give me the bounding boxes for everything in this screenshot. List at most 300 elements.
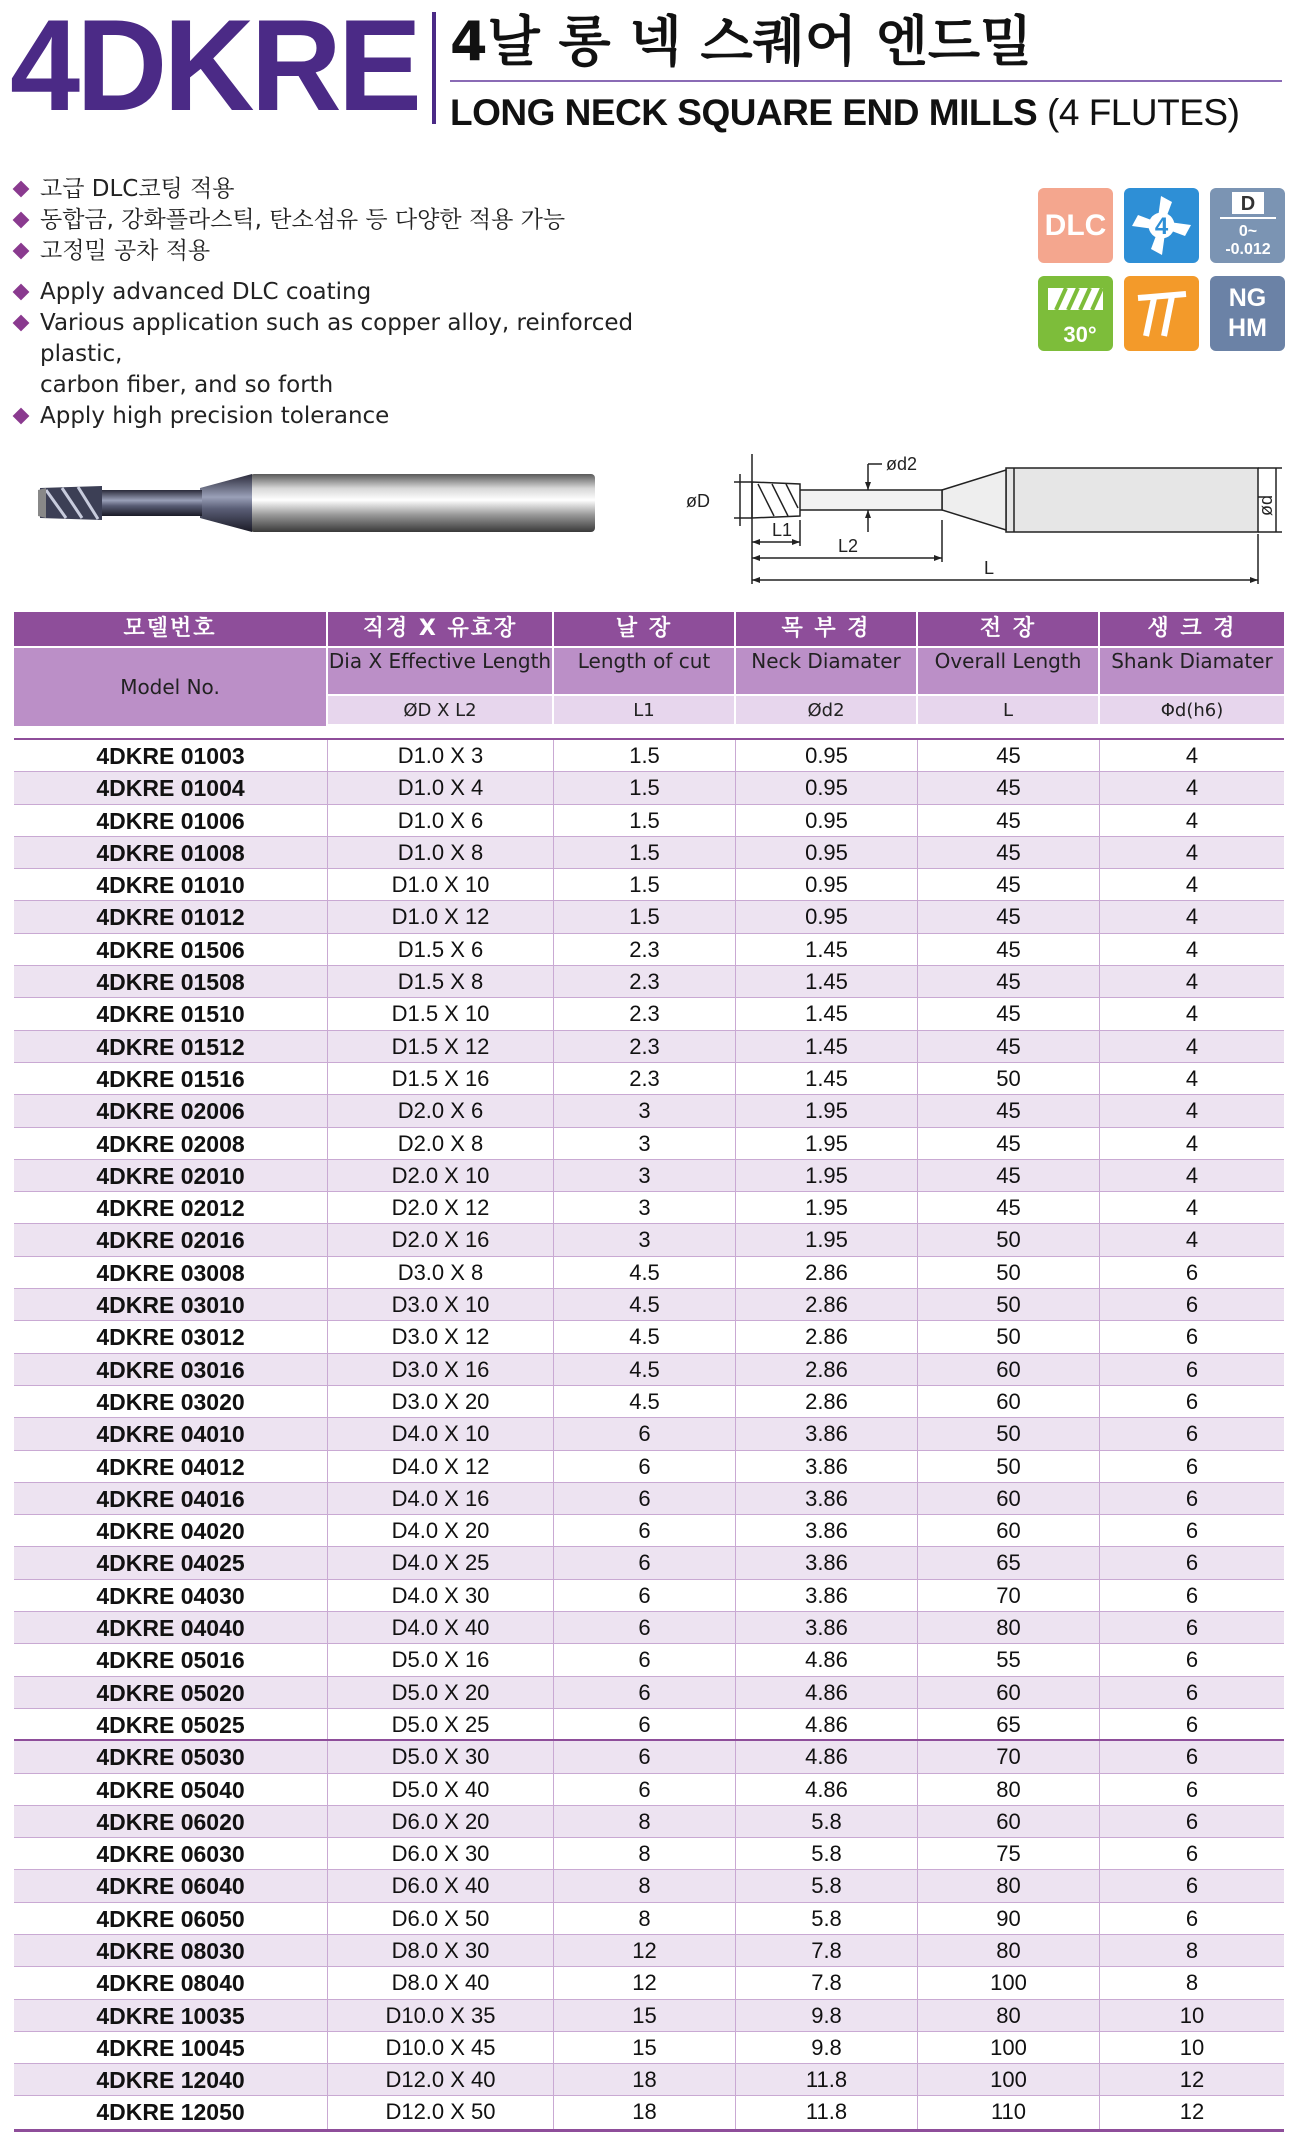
table-row (14, 1547, 1284, 1579)
cell-overall-length: 55 (918, 1644, 1100, 1675)
cell-dia-x-length: D10.0 X 45 (328, 2032, 554, 2063)
dimension-schematic (678, 424, 1286, 594)
cell-dia-x-length: D4.0 X 12 (328, 1451, 554, 1482)
cell-dia-x-length: D8.0 X 40 (328, 1967, 554, 1998)
cell-model-number: 4DKRE 06030 (14, 1838, 328, 1869)
cell-dia-x-length: D1.5 X 8 (328, 966, 554, 997)
table-row (14, 1709, 1284, 1741)
table-row (14, 1451, 1284, 1483)
cell-length-of-cut: 2.3 (554, 1031, 736, 1062)
cell-overall-length: 45 (918, 837, 1100, 868)
cell-overall-length: 50 (918, 1451, 1100, 1482)
twin-flute-icon (1124, 276, 1199, 351)
cell-neck-diameter: 3.86 (736, 1515, 918, 1546)
header-divider (432, 12, 436, 124)
feature-item: Various application such as copper alloy, reinforced plastic, (14, 308, 674, 370)
cell-shank-diameter: 6 (1185, 1841, 1199, 1867)
table-row (14, 1677, 1284, 1709)
table-row (14, 1515, 1284, 1547)
cell-dia-x-length: D5.0 X 20 (328, 1677, 554, 1708)
table-row (14, 2032, 1284, 2064)
length-of-cut-label: L1 (772, 520, 793, 540)
cell-dia-x-length: D5.0 X 30 (328, 1741, 554, 1772)
table-row (14, 1095, 1284, 1127)
cell-model-number: 4DKRE 01506 (14, 934, 328, 965)
cell-length-of-cut: 3 (554, 1128, 736, 1159)
cell-shank-diameter: 4 (1185, 936, 1199, 962)
table-row (14, 1935, 1284, 1967)
cell-dia-x-length: D1.5 X 6 (328, 934, 554, 965)
cell-shank-diameter: 6 (1185, 1711, 1199, 1737)
cell-length-of-cut: 8 (554, 1870, 736, 1901)
cell-shank-diameter: 6 (1185, 1324, 1199, 1350)
cell-model-number: 4DKRE 03010 (14, 1289, 328, 1320)
cell-length-of-cut: 8 (554, 1838, 736, 1869)
cell-shank-diameter: 12 (1179, 2099, 1205, 2125)
table-row (14, 2064, 1284, 2096)
table-row (14, 1612, 1284, 1644)
property-icons (1038, 188, 1288, 353)
cell-length-of-cut: 12 (554, 1967, 736, 1998)
table-row (14, 1031, 1284, 1063)
cell-dia-x-length: D4.0 X 30 (328, 1580, 554, 1611)
cell-neck-diameter: 4.86 (736, 1709, 918, 1739)
cell-model-number: 4DKRE 02006 (14, 1095, 328, 1126)
shank-diameter-label: ød (1256, 494, 1276, 516)
cell-length-of-cut: 1.5 (554, 837, 736, 868)
table-row (14, 2096, 1284, 2128)
cell-dia-x-length: D6.0 X 40 (328, 1870, 554, 1901)
table-row (14, 1418, 1284, 1450)
cell-neck-diameter: 2.86 (736, 1257, 918, 1288)
cell-dia-x-length: D1.0 X 12 (328, 901, 554, 932)
cell-shank-diameter: 10 (1179, 2002, 1205, 2028)
tolerance-lower: -0.012 (1225, 241, 1271, 258)
cell-model-number: 4DKRE 01510 (14, 998, 328, 1029)
cell-neck-diameter: 7.8 (736, 1967, 918, 1998)
cell-overall-length: 80 (918, 1612, 1100, 1643)
header-oal-en: Overall Length (918, 646, 1100, 694)
table-row (14, 805, 1284, 837)
cell-dia-x-length: D1.0 X 8 (328, 837, 554, 868)
cell-neck-diameter: 1.95 (736, 1192, 918, 1223)
table-header-korean (14, 612, 1284, 646)
cell-model-number: 4DKRE 02008 (14, 1128, 328, 1159)
cell-dia-x-length: D4.0 X 16 (328, 1483, 554, 1514)
table-row (14, 1483, 1284, 1515)
cell-neck-diameter: 11.8 (736, 2096, 918, 2128)
cell-model-number: 4DKRE 01003 (14, 740, 328, 771)
cell-model-number: 4DKRE 01516 (14, 1063, 328, 1094)
cell-neck-diameter: 5.8 (736, 1806, 918, 1837)
header-shank-en: Shank Diamater (1100, 646, 1284, 694)
feature-list (14, 174, 674, 432)
bullet-diamond-icon (13, 284, 30, 301)
cell-length-of-cut: 1.5 (554, 869, 736, 900)
cell-overall-length: 45 (918, 869, 1100, 900)
cell-length-of-cut: 3 (554, 1095, 736, 1126)
cell-neck-diameter: 1.95 (736, 1128, 918, 1159)
cell-shank-diameter: 4 (1185, 807, 1199, 833)
cell-dia-x-length: D2.0 X 6 (328, 1095, 554, 1126)
table-row (14, 2000, 1284, 2032)
header-oal-sym: L (918, 694, 1100, 724)
cell-length-of-cut: 6 (554, 1580, 736, 1611)
cell-model-number: 4DKRE 12050 (14, 2096, 328, 2128)
cell-overall-length: 80 (918, 2000, 1100, 2031)
table-row (14, 869, 1284, 901)
cell-shank-diameter: 6 (1185, 1582, 1199, 1608)
cell-model-number: 4DKRE 12040 (14, 2064, 328, 2095)
cell-length-of-cut: 6 (554, 1644, 736, 1675)
cell-length-of-cut: 12 (554, 1935, 736, 1966)
cell-overall-length: 45 (918, 805, 1100, 836)
cell-dia-x-length: D3.0 X 20 (328, 1386, 554, 1417)
cell-length-of-cut: 6 (554, 1547, 736, 1578)
cell-shank-diameter: 4 (1185, 1227, 1199, 1253)
cell-model-number: 4DKRE 02012 (14, 1192, 328, 1223)
cell-dia-x-length: D4.0 X 25 (328, 1547, 554, 1578)
cell-model-number: 4DKRE 10045 (14, 2032, 328, 2063)
cell-overall-length: 50 (918, 1418, 1100, 1449)
cell-neck-diameter: 9.8 (736, 2000, 918, 2031)
table-row (14, 1160, 1284, 1192)
dlc-coating-icon: DLC (1038, 188, 1113, 263)
cell-shank-diameter: 4 (1185, 1098, 1199, 1124)
table-header-english (328, 646, 1284, 694)
cell-neck-diameter: 4.86 (736, 1774, 918, 1805)
cell-neck-diameter: 1.95 (736, 1160, 918, 1191)
header-shank-sym: Φd(h6) (1100, 694, 1284, 724)
table-row (14, 1967, 1284, 1999)
cell-overall-length: 60 (918, 1806, 1100, 1837)
table-row (14, 1321, 1284, 1353)
cell-dia-x-length: D6.0 X 20 (328, 1806, 554, 1837)
cell-neck-diameter: 1.45 (736, 1031, 918, 1062)
cell-model-number: 4DKRE 01010 (14, 869, 328, 900)
cell-shank-diameter: 4 (1185, 1130, 1199, 1156)
cell-shank-diameter: 8 (1185, 1970, 1199, 1996)
cell-overall-length: 45 (918, 1095, 1100, 1126)
cell-neck-diameter: 1.95 (736, 1095, 918, 1126)
page-title-english (450, 92, 1239, 134)
cell-overall-length: 50 (918, 1321, 1100, 1352)
cell-neck-diameter: 0.95 (736, 869, 918, 900)
flute-count: 4 (1154, 213, 1169, 240)
cell-shank-diameter: 6 (1185, 1808, 1199, 1834)
bullet-diamond-icon (13, 212, 30, 229)
cell-length-of-cut: 4.5 (554, 1354, 736, 1385)
cell-model-number: 4DKRE 04016 (14, 1483, 328, 1514)
cutting-diameter-label: øD (686, 491, 710, 511)
title-underline (450, 80, 1282, 82)
cell-model-number: 4DKRE 05020 (14, 1677, 328, 1708)
table-row (14, 1644, 1284, 1676)
cell-overall-length: 100 (918, 1967, 1100, 1998)
cell-shank-diameter: 4 (1185, 839, 1199, 865)
page-title-korean: 4날 롱 넥 스퀘어 엔드밀 (450, 10, 1033, 73)
cell-dia-x-length: D2.0 X 8 (328, 1128, 554, 1159)
header-loc-en: Length of cut (554, 646, 736, 694)
cell-neck-diameter: 3.86 (736, 1580, 918, 1611)
cell-neck-diameter: 5.8 (736, 1870, 918, 1901)
cell-model-number: 4DKRE 05030 (14, 1741, 328, 1772)
cell-length-of-cut: 8 (554, 1806, 736, 1837)
cell-dia-x-length: D2.0 X 12 (328, 1192, 554, 1223)
table-body (14, 738, 1284, 2132)
cell-shank-diameter: 4 (1185, 1065, 1199, 1091)
cell-overall-length: 45 (918, 966, 1100, 997)
cell-dia-x-length: D1.0 X 4 (328, 772, 554, 803)
cell-overall-length: 100 (918, 2064, 1100, 2095)
cell-model-number: 4DKRE 03008 (14, 1257, 328, 1288)
cell-shank-diameter: 6 (1185, 1292, 1199, 1318)
cell-dia-x-length: D1.0 X 3 (328, 740, 554, 771)
bullet-diamond-icon (13, 315, 30, 332)
tolerance-icon (1210, 188, 1285, 263)
table-row (14, 1838, 1284, 1870)
table-row (14, 1580, 1284, 1612)
cell-dia-x-length: D4.0 X 10 (328, 1418, 554, 1449)
cell-overall-length: 45 (918, 772, 1100, 803)
cell-length-of-cut: 2.3 (554, 998, 736, 1029)
overall-length-label: L (984, 558, 995, 578)
table-header-symbols (328, 694, 1284, 724)
cell-shank-diameter: 4 (1185, 775, 1199, 801)
cell-dia-x-length: D6.0 X 50 (328, 1903, 554, 1934)
cell-overall-length: 45 (918, 1031, 1100, 1062)
cell-dia-x-length: D3.0 X 16 (328, 1354, 554, 1385)
cell-shank-diameter: 8 (1185, 1937, 1199, 1963)
feature-item-continuation: carbon fiber, and so forth (40, 372, 334, 398)
cell-shank-diameter: 6 (1185, 1550, 1199, 1576)
header-neck-en: Neck Diamater (736, 646, 918, 694)
cell-shank-diameter: 4 (1185, 743, 1199, 768)
cell-shank-diameter: 4 (1185, 904, 1199, 930)
table-row (14, 1192, 1284, 1224)
tolerance-d-label: D (1240, 193, 1256, 215)
table-row (14, 1257, 1284, 1289)
cell-model-number: 4DKRE 01006 (14, 805, 328, 836)
cell-length-of-cut: 6 (554, 1677, 736, 1708)
cell-overall-length: 80 (918, 1774, 1100, 1805)
cell-neck-diameter: 2.86 (736, 1354, 918, 1385)
cell-model-number: 4DKRE 03016 (14, 1354, 328, 1385)
bullet-diamond-icon (13, 243, 30, 260)
header-dia-en: Dia X Effective Length (328, 646, 554, 694)
four-flute-icon (1124, 188, 1199, 263)
cell-length-of-cut: 1.5 (554, 805, 736, 836)
cell-shank-diameter: 4 (1185, 969, 1199, 995)
ng-hm-icon: NG HM (1210, 276, 1285, 351)
cell-overall-length: 70 (918, 1580, 1100, 1611)
cell-model-number: 4DKRE 02016 (14, 1224, 328, 1255)
cell-neck-diameter: 4.86 (736, 1741, 918, 1772)
cell-overall-length: 100 (918, 2032, 1100, 2063)
cell-model-number: 4DKRE 08040 (14, 1967, 328, 1998)
cell-model-number: 4DKRE 10035 (14, 2000, 328, 2031)
table-row (14, 1128, 1284, 1160)
cell-overall-length: 60 (918, 1386, 1100, 1417)
table-row (14, 1774, 1284, 1806)
cell-model-number: 4DKRE 03012 (14, 1321, 328, 1352)
cell-neck-diameter: 9.8 (736, 2032, 918, 2063)
table-row (14, 1741, 1284, 1773)
cell-length-of-cut: 3 (554, 1160, 736, 1191)
cell-shank-diameter: 6 (1185, 1873, 1199, 1899)
table-row (14, 772, 1284, 804)
cell-neck-diameter: 1.95 (736, 1224, 918, 1255)
cell-dia-x-length: D5.0 X 16 (328, 1644, 554, 1675)
cell-overall-length: 65 (918, 1709, 1100, 1739)
cell-overall-length: 80 (918, 1870, 1100, 1901)
cell-neck-diameter: 0.95 (736, 901, 918, 932)
cell-neck-diameter: 2.86 (736, 1386, 918, 1417)
title-english-main: LONG NECK SQUARE END MILLS (450, 92, 1038, 133)
table-row (14, 837, 1284, 869)
feature-item: 동합금, 강화플라스틱, 탄소섬유 등 다양한 적용 가능 (14, 205, 674, 236)
cell-neck-diameter: 0.95 (736, 805, 918, 836)
cell-shank-diameter: 6 (1185, 1485, 1199, 1511)
cell-overall-length: 50 (918, 1257, 1100, 1288)
cell-overall-length: 110 (918, 2096, 1100, 2128)
cell-overall-length: 60 (918, 1515, 1100, 1546)
cell-overall-length: 90 (918, 1903, 1100, 1934)
cell-dia-x-length: D12.0 X 40 (328, 2064, 554, 2095)
cell-dia-x-length: D1.0 X 10 (328, 869, 554, 900)
cell-overall-length: 60 (918, 1354, 1100, 1385)
header-loc-sym: L1 (554, 694, 736, 724)
cell-dia-x-length: D8.0 X 30 (328, 1935, 554, 1966)
header-neck-kr: 목 부 경 (736, 612, 918, 646)
cell-overall-length: 45 (918, 998, 1100, 1029)
cell-shank-diameter: 6 (1185, 1905, 1199, 1931)
product-photo (20, 448, 600, 558)
cell-neck-diameter: 3.86 (736, 1418, 918, 1449)
cell-overall-length: 45 (918, 740, 1100, 771)
cell-model-number: 4DKRE 01008 (14, 837, 328, 868)
cell-shank-diameter: 6 (1185, 1744, 1199, 1770)
neck-diameter-label: ød2 (886, 454, 918, 474)
header-shank-kr: 생 크 경 (1100, 612, 1284, 646)
cell-shank-diameter: 6 (1185, 1388, 1199, 1414)
cell-model-number: 4DKRE 01004 (14, 772, 328, 803)
header-dia-kr: 직경 X 유효장 (328, 612, 554, 646)
cell-shank-diameter: 6 (1185, 1679, 1199, 1705)
cell-overall-length: 50 (918, 1289, 1100, 1320)
table-row (14, 1386, 1284, 1418)
cell-model-number: 4DKRE 04020 (14, 1515, 328, 1546)
cell-overall-length: 65 (918, 1547, 1100, 1578)
cell-model-number: 4DKRE 06040 (14, 1870, 328, 1901)
cell-shank-diameter: 6 (1185, 1518, 1199, 1544)
cell-overall-length: 45 (918, 901, 1100, 932)
helix-angle-icon (1038, 276, 1113, 351)
bullet-diamond-icon (13, 408, 30, 425)
spec-table (14, 612, 1284, 2132)
cell-neck-diameter: 7.8 (736, 1935, 918, 1966)
table-row (14, 1903, 1284, 1935)
cell-overall-length: 50 (918, 1063, 1100, 1094)
header-neck-sym: Ød2 (736, 694, 918, 724)
table-row (14, 966, 1284, 998)
cell-model-number: 4DKRE 04012 (14, 1451, 328, 1482)
cell-shank-diameter: 10 (1179, 2034, 1205, 2060)
header-dia-sym: ØD X L2 (328, 694, 554, 724)
feature-item: 고정밀 공차 적용 (14, 236, 674, 267)
cell-dia-x-length: D12.0 X 50 (328, 2096, 554, 2128)
cell-length-of-cut: 4.5 (554, 1321, 736, 1352)
cell-length-of-cut: 6 (554, 1709, 736, 1739)
cell-neck-diameter: 3.86 (736, 1483, 918, 1514)
cell-neck-diameter: 4.86 (736, 1677, 918, 1708)
cell-length-of-cut: 4.5 (554, 1289, 736, 1320)
feature-item: 고급 DLC코팅 적용 (14, 174, 674, 205)
cell-neck-diameter: 11.8 (736, 2064, 918, 2095)
cell-dia-x-length: D1.0 X 6 (328, 805, 554, 836)
cell-length-of-cut: 4.5 (554, 1386, 736, 1417)
cell-neck-diameter: 0.95 (736, 837, 918, 868)
table-row (14, 934, 1284, 966)
cell-model-number: 4DKRE 06050 (14, 1903, 328, 1934)
cell-length-of-cut: 6 (554, 1774, 736, 1805)
cell-overall-length: 75 (918, 1838, 1100, 1869)
cell-neck-diameter: 2.86 (736, 1321, 918, 1352)
cell-length-of-cut: 1.5 (554, 740, 736, 771)
cell-overall-length: 45 (918, 1192, 1100, 1223)
bullet-diamond-icon (13, 181, 30, 198)
table-row (14, 1289, 1284, 1321)
table-row (14, 1870, 1284, 1902)
cell-model-number: 4DKRE 05040 (14, 1774, 328, 1805)
cell-overall-length: 70 (918, 1741, 1100, 1772)
cell-dia-x-length: D3.0 X 8 (328, 1257, 554, 1288)
cell-shank-diameter: 6 (1185, 1356, 1199, 1382)
cell-neck-diameter: 5.8 (736, 1903, 918, 1934)
cell-neck-diameter: 3.86 (736, 1451, 918, 1482)
cell-shank-diameter: 6 (1185, 1647, 1199, 1673)
feature-item: Apply high precision tolerance (14, 401, 674, 432)
cell-model-number: 4DKRE 02010 (14, 1160, 328, 1191)
cell-model-number: 4DKRE 06020 (14, 1806, 328, 1837)
effective-length-label: L2 (838, 536, 859, 556)
cell-overall-length: 80 (918, 1935, 1100, 1966)
cell-model-number: 4DKRE 03020 (14, 1386, 328, 1417)
table-row (14, 1354, 1284, 1386)
cell-neck-diameter: 0.95 (736, 772, 918, 803)
cell-neck-diameter: 1.45 (736, 934, 918, 965)
cell-length-of-cut: 4.5 (554, 1257, 736, 1288)
cell-overall-length: 45 (918, 934, 1100, 965)
cell-shank-diameter: 4 (1185, 1001, 1199, 1027)
table-row (14, 1224, 1284, 1256)
cell-overall-length: 60 (918, 1677, 1100, 1708)
header-model-kr: 모델번호 (14, 612, 328, 646)
cell-length-of-cut: 6 (554, 1741, 736, 1772)
cell-length-of-cut: 8 (554, 1903, 736, 1934)
cell-length-of-cut: 15 (554, 2000, 736, 2031)
cell-length-of-cut: 18 (554, 2064, 736, 2095)
cell-length-of-cut: 6 (554, 1515, 736, 1546)
cell-shank-diameter: 4 (1185, 1162, 1199, 1188)
cell-neck-diameter: 2.86 (736, 1289, 918, 1320)
cell-model-number: 4DKRE 04040 (14, 1612, 328, 1643)
header-model-en: Model No. (14, 646, 328, 726)
cell-model-number: 4DKRE 04010 (14, 1418, 328, 1449)
cell-dia-x-length: D1.5 X 12 (328, 1031, 554, 1062)
cell-model-number: 4DKRE 04030 (14, 1580, 328, 1611)
table-row (14, 1063, 1284, 1095)
